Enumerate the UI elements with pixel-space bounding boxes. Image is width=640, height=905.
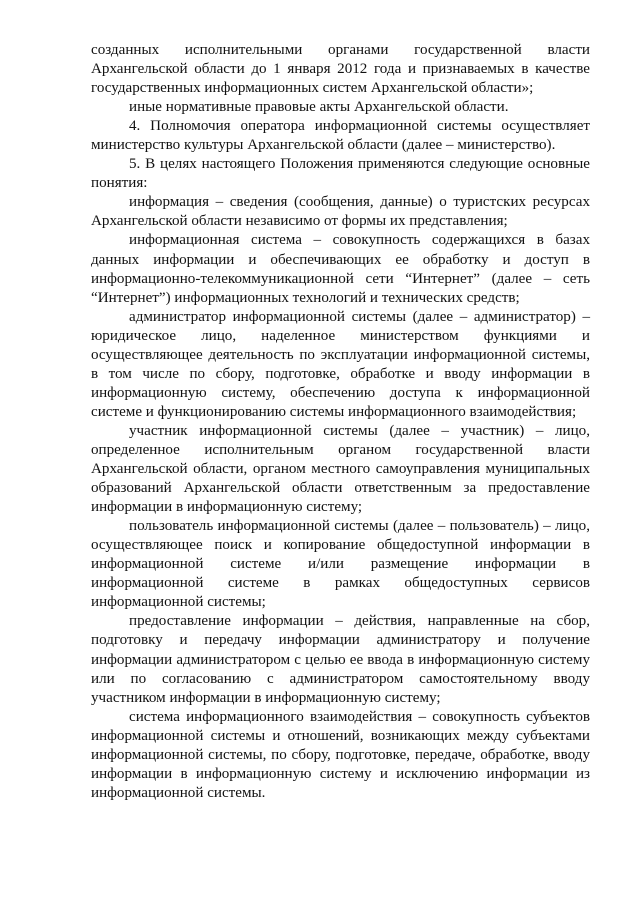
paragraph-6: информационная система – совокупность содержащихся в базах данных информации и обеспечивающих ее обработку и доступ в информационно-телекоммуникационной сети “Интернет” (далее – сеть “Интернет”) информационных технологий и технических средств;: [91, 232, 590, 306]
paragraph-2: иные нормативные правовые акты Архангельской области.: [129, 99, 509, 116]
paragraph-1: созданных исполнительными органами государственной власти Архангельской области до 1 января 2012 года и признаваемых в качестве государственных информационных систем Архангельской области»;: [91, 42, 590, 97]
paragraph-7: администратор информационной системы (далее – администратор) – юридическое лицо, наделенное министерством функциями и осуществляющее деятельность по эксплуатации информационной системы, в том числе по сбору, подготовке, обработке и вводу информации в информационную систему, обеспечению доступа к информационной системе и функционированию системы информационного взаимодействия;: [91, 308, 590, 420]
paragraph-8: участник информационной системы (далее – участник) – лицо, определенное исполнительным органом государственной власти Архангельской области, органом местного самоуправления муниципальных образований Архангельской области ответственным за предоставление информации в информационную систему;: [91, 422, 590, 516]
paragraph-11: система информационного взаимодействия – совокупность субъектов информационной системы и отношений, возникающих между субъектами информационной системы, по сбору, подготовке, передаче, обработке, вводу информации в информационную систему и исключению информации из информационной системы.: [91, 708, 590, 801]
paragraph-3: 4. Полномочия оператора информационной системы осуществляет министерство культуры Архангельской области (далее – министерство).: [91, 118, 590, 154]
paragraph-9: пользователь информационной системы (далее – пользователь) – лицо, осуществляющее поиск и копирование общедоступной информации в информационной системе и/или размещение информации в информационной системе в рамках общедоступных сервисов информационной системы;: [91, 518, 590, 611]
document-body: [91, 41, 590, 803]
paragraph-10: предоставление информации – действия, направленные на сбор, подготовку и передачу информации администратору и получение информации администратором с целью ее ввода в информационную систему или по согласованию с администратором самостоятельному вводу участником информации в информационную систему;: [91, 613, 590, 706]
paragraph-5: информация – сведения (сообщения, данные) о туристских ресурсах Архангельской области независимо от формы их представления;: [91, 194, 590, 230]
paragraph-4: 5. В целях настоящего Положения применяются следующие основные понятия:: [91, 156, 590, 192]
